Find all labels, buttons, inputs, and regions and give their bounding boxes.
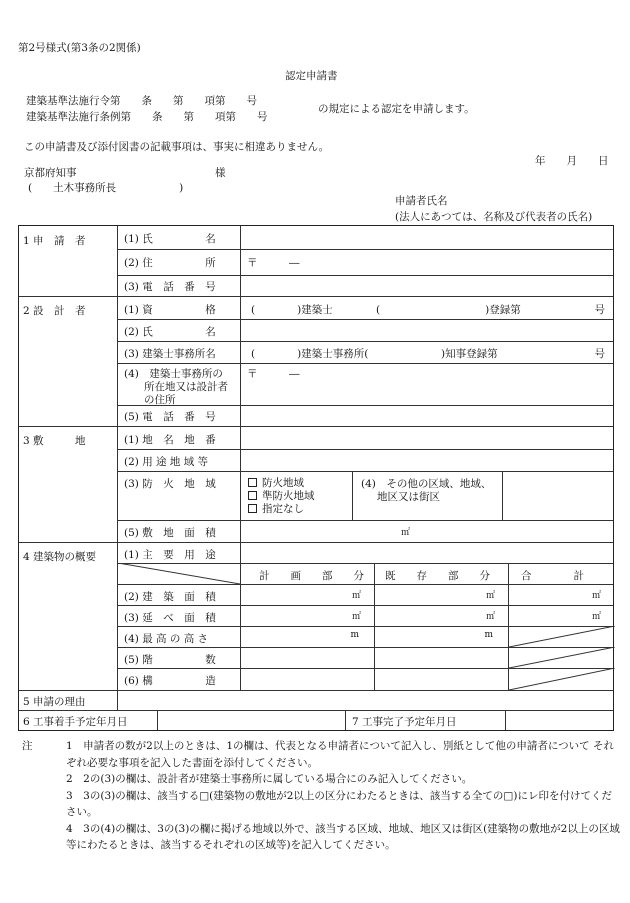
field-label: (6) 構 造 <box>124 675 216 687</box>
field-label: (5) 敷 地 面 積 <box>124 527 216 539</box>
start-date-input[interactable] <box>157 711 346 730</box>
note-4: 4 3の(4)の欄は、3の(3)の欄に掲げる地域以外で、該当する区域、地域、地区又は街区(建築物の敷地が2以上の区域等にわたるときは、該当するそれぞれの区域等)を記入してください。 <box>66 822 620 851</box>
field-label: (1) 資 格 <box>124 304 216 316</box>
main-use-row <box>118 543 613 564</box>
number-suffix: 号 <box>594 348 605 360</box>
header-diagonal <box>118 563 240 584</box>
max-height-row <box>118 626 613 648</box>
designer-name-input[interactable] <box>240 319 613 341</box>
stories-row <box>118 647 613 669</box>
form-number: 第2号様式(第3条の2関係) <box>18 42 141 54</box>
qualification-registration: ( )登録第 <box>376 304 521 316</box>
applicant-name-label: 申請者氏名 <box>395 195 448 207</box>
floor-area-existing-input[interactable] <box>374 605 509 626</box>
addressee-office: ( 土木事務所長 ) <box>28 182 184 194</box>
designer-office-row <box>118 341 613 364</box>
main-use-input[interactable] <box>240 543 613 563</box>
site-area-input[interactable] <box>240 520 613 542</box>
designer-qualification-row <box>118 297 613 320</box>
applicant-name-note: (法人にあつては、名称及び代表者の氏名) <box>395 211 593 223</box>
field-label: (4) 最 高 の 高 さ <box>124 633 209 645</box>
site-lot-row <box>118 427 613 450</box>
fire-zone-options <box>240 471 353 520</box>
addressee-honorific: 様 <box>215 167 226 179</box>
field-label: (3) 延 べ 面 積 <box>124 612 216 624</box>
field-label: (2) 用 途 地 域 等 <box>124 456 209 468</box>
unit-sqm: ㎡ <box>351 591 361 601</box>
structure-total-na <box>508 668 613 690</box>
section-label-4: 4 建築物の概要 <box>23 551 97 563</box>
postal-mark: 〒 ― <box>247 257 300 269</box>
stories-existing-input[interactable] <box>374 647 509 668</box>
field-label: の住所 <box>144 394 176 406</box>
floor-area-plan-input[interactable] <box>240 605 375 626</box>
applicant-name-input[interactable] <box>240 226 613 249</box>
reason-input[interactable] <box>117 691 613 710</box>
field-label: 所在地又は設計者 <box>144 381 228 393</box>
applicant-name-row <box>118 226 613 250</box>
field-label: (2) 建 築 面 積 <box>124 591 216 603</box>
applicant-phone-row <box>118 275 613 296</box>
field-label: (2) 氏 名 <box>124 326 216 338</box>
field-label: (5) 電 話 番 号 <box>124 411 216 423</box>
unit-sqm: ㎡ <box>591 612 601 622</box>
law-suffix: の規定による認定を申請します。 <box>318 103 475 115</box>
field-label: (1) 氏 名 <box>124 233 216 245</box>
section-label-2: 2 設 計 者 <box>23 305 86 317</box>
structure-existing-input[interactable] <box>374 668 509 690</box>
designer-phone-input[interactable] <box>240 405 613 426</box>
stories-total-na <box>508 647 613 668</box>
site-lot-input[interactable] <box>240 427 613 449</box>
applicant-address-row <box>118 249 613 276</box>
designer-address-input[interactable] <box>240 363 613 405</box>
field-label: (2) 住 所 <box>124 257 216 269</box>
fire-zone-row <box>118 471 613 521</box>
max-height-existing-input[interactable] <box>374 626 509 647</box>
notes-label: 注 <box>22 740 33 752</box>
floor-area-total-input[interactable] <box>508 605 613 626</box>
designer-name-row <box>118 319 613 342</box>
designer-address-row <box>118 363 613 406</box>
unit-sqm: ㎡ <box>351 612 361 622</box>
semi-fire-zone-option[interactable]: 準防火地域 <box>248 488 315 503</box>
na-diagonal <box>509 626 615 647</box>
na-diagonal <box>509 647 615 668</box>
number-suffix: 号 <box>594 304 605 316</box>
qualification-class: ( )建築士 <box>251 304 333 316</box>
structure-row <box>118 668 613 690</box>
zoning-input[interactable] <box>240 449 613 471</box>
other-area-label-cell <box>352 471 503 520</box>
designer-qualification-input[interactable] <box>240 297 613 319</box>
office-class: ( )建築士事務所( <box>251 348 369 360</box>
field-label: (3) 建築士事務所名 <box>124 348 216 360</box>
designer-office-input[interactable] <box>240 341 613 363</box>
section-schedule <box>19 711 613 730</box>
section-reason <box>19 691 613 711</box>
column-header-total: 合 計 <box>521 570 584 582</box>
field-label: (3) 電 話 番 号 <box>124 281 216 293</box>
page-title: 認定申請書 <box>285 70 338 82</box>
zoning-row <box>118 449 613 472</box>
building-area-plan-input[interactable] <box>240 584 375 605</box>
section-label-7: 7 工事完了予定年月日 <box>352 716 457 728</box>
fire-zone-option[interactable]: 防火地域 <box>248 475 304 490</box>
field-label: (4) 建築士事務所の <box>124 368 223 380</box>
unit-sqm: ㎡ <box>485 612 495 622</box>
notes <box>22 738 622 854</box>
section-site <box>19 427 613 543</box>
section-label-6: 6 工事着手予定年月日 <box>23 716 128 728</box>
field-label: (1) 主 要 用 途 <box>124 549 216 561</box>
building-area-total-input[interactable] <box>508 584 613 605</box>
declaration: この申請書及び添付図書の記載事項は、事実に相違ありません。 <box>24 141 330 153</box>
field-label: 地区又は街区 <box>377 491 440 503</box>
column-header-plan: 計 画 部 分 <box>259 570 364 582</box>
section-applicant <box>19 226 613 297</box>
building-area-existing-input[interactable] <box>374 584 509 605</box>
stories-plan-input[interactable] <box>240 647 375 668</box>
completion-date-input[interactable] <box>505 711 613 730</box>
column-header-row <box>118 563 613 585</box>
max-height-plan-input[interactable] <box>240 626 375 647</box>
unit-meter: m <box>350 630 359 640</box>
unit-sqm: ㎡ <box>485 591 495 601</box>
other-area-input[interactable] <box>502 471 613 520</box>
section-designer <box>19 297 613 427</box>
unit-meter: m <box>484 630 493 640</box>
column-header-existing: 既 存 部 分 <box>385 570 490 582</box>
applicant-address-input[interactable] <box>240 249 613 275</box>
postal-mark: 〒 ― <box>247 368 300 380</box>
structure-plan-input[interactable] <box>240 668 375 690</box>
no-designation-option[interactable]: 指定なし <box>248 501 304 516</box>
field-label: (1) 地 名 地 番 <box>124 434 216 446</box>
note-2: 2 2の(3)の欄は、設計者が建築士事務所に属している場合にのみ記入してください。 <box>66 773 473 785</box>
section-building-overview <box>19 543 613 691</box>
checkbox-icon[interactable] <box>248 491 257 500</box>
checkbox-icon[interactable] <box>248 478 257 487</box>
office-registration: )知事登録第 <box>441 348 498 360</box>
section-label-3: 3 敷 地 <box>23 435 86 447</box>
law-reference-1: 建築基準法施行令第 条 第 項第 号 <box>26 95 257 107</box>
field-label: (5) 階 数 <box>124 654 216 666</box>
na-diagonal <box>509 668 615 690</box>
section-label-1: 1 申 請 者 <box>23 235 86 247</box>
designer-phone-row <box>118 405 613 426</box>
building-area-row <box>118 584 613 606</box>
addressee-governor: 京都府知事 <box>24 167 77 179</box>
date-line: 年 月 日 <box>535 155 609 167</box>
applicant-phone-input[interactable] <box>240 275 613 296</box>
floor-area-row <box>118 605 613 627</box>
section-label-5: 5 申請の理由 <box>23 696 86 708</box>
field-label: (4) その他の区域、地域、 <box>361 478 492 490</box>
unit-sqm: ㎡ <box>401 528 411 538</box>
max-height-total-na <box>508 626 613 647</box>
unit-sqm: ㎡ <box>591 591 601 601</box>
note-1: 注 1 申請者の数が2以上のときは、1の欄は、代表となる申請者について記入し、別紙として他の申請者について それぞれ必要な事項を記入した書面を添付してください。 <box>22 740 614 769</box>
field-label: (3) 防 火 地 域 <box>124 478 216 490</box>
law-reference-2: 建築基準法施行条例第 条 第 項第 号 <box>26 111 268 123</box>
checkbox-icon[interactable] <box>248 504 257 513</box>
site-area-row <box>118 520 613 542</box>
application-form-table <box>18 225 614 731</box>
note-3: 3 3の(3)の欄は、該当する□(建築物の敷地が2以上の区分にわたるときは、該当する全ての□)にレ印を付けてください。 <box>66 789 612 818</box>
